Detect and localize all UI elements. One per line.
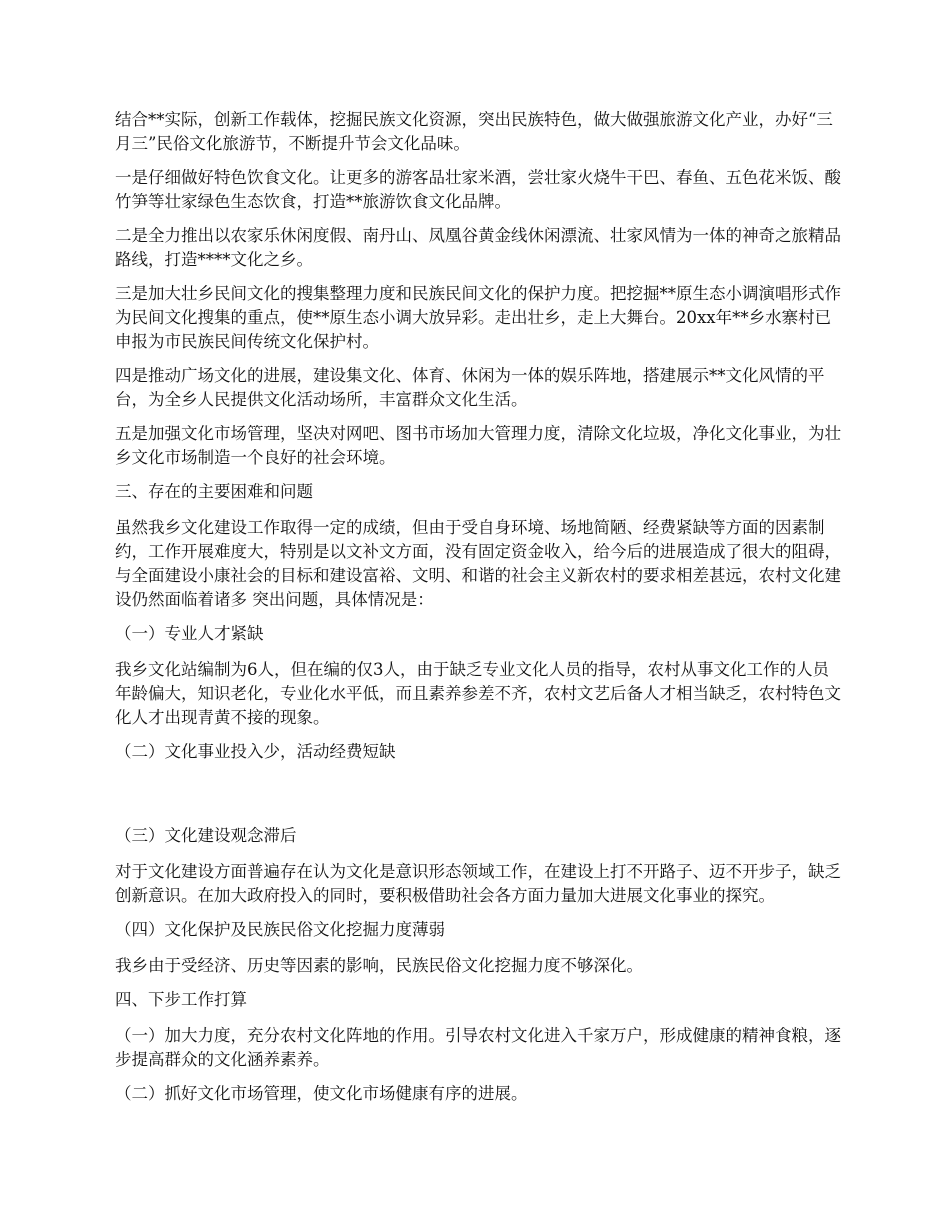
subheading-2: （二）文化事业投入少，活动经费短缺	[115, 742, 396, 761]
subheading-4: （四）文化保护及民族民俗文化挖掘力度薄弱	[115, 920, 445, 939]
paragraph-1: 结合**实际，创新工作载体，挖掘民族文化资源，突出民族特色，做大做强旅游文化产业，办好“三月三”民俗文化旅游节，不断提升节会文化品味。	[115, 110, 833, 153]
subheading-1: （一）专业人才紧缺	[115, 624, 264, 643]
paragraph-9: 对于文化建设方面普遍存在认为文化是意识形态领域工作，在建设上打不开路子、迈不开步子，缺乏创新意识。在加大政府投入的同时，要积极借助社会各方面力量加大进展文化事业的探究。	[115, 862, 841, 905]
paragraph-5: 四是推动广场文化的进展，建设集文化、体育、休闲为一体的娱乐阵地，搭建展示**文化风情的平台，为全乡人民提供文化活动场所，丰富群众文化生活。	[115, 366, 825, 409]
paragraph-2: 一是仔细做好特色饮食文化。让更多的游客品壮家米酒，尝壮家火烧牛干巴、春鱼、五色花米饭、酸竹笋等壮家绿色生态饮食，打造**旅游饮食文化品牌。	[115, 168, 841, 211]
paragraph-12: （二）抓好文化市场管理，使文化市场健康有序的进展。	[115, 1084, 528, 1103]
paragraph-11: （一）加大力度，充分农村文化阵地的作用。引导农村文化进入千家万户，形成健康的精神食粮，逐步提高群众的文化涵养素养。	[115, 1026, 841, 1069]
paragraph-6: 五是加强文化市场管理，坚决对网吧、图书市场加大管理力度，清除文化垃圾，净化文化事业，为壮乡文化市场制造一个良好的社会环境。	[115, 424, 841, 467]
paragraph-8: 我乡文化站编制为6人，但在编的仅3人，由于缺乏专业文化人员的指导，农村从事文化工作的人员年龄偏大，知识老化，专业化水平低，而且素养参差不齐，农村文艺后备人才相当缺乏，农村特色文化人才出现青黄不接的现象。	[115, 660, 841, 727]
section-heading-4: 四、下步工作打算	[115, 990, 247, 1009]
paragraph-7: 虽然我乡文化建设工作取得一定的成绩，但由于受自身环境、场地简陋、经费紧缺等方面的因素制约，工作开展难度大，特别是以文补文方面，没有固定资金收入，给今后的进展造成了很大的阻碍，与全面建设小康社会的目标和建设富裕、文明、和谐的社会主义新农村的要求相差甚远，农村文化建设仍然面临着诸多 突出问题，具体情况是：	[115, 518, 841, 609]
paragraph-3: 二是全力推出以农家乐休闲度假、南丹山、凤凰谷黄金线休闲漂流、壮家风情为一体的神奇之旅精品路线，打造****文化之乡。	[115, 226, 841, 269]
blank-space	[115, 776, 845, 824]
section-heading-3: 三、存在的主要困难和问题	[115, 482, 313, 501]
subheading-3: （三）文化建设观念滞后	[115, 826, 297, 845]
document-body	[115, 108, 845, 1116]
paragraph-4: 三是加大壮乡民间文化的搜集整理力度和民族民间文化的保护力度。把挖掘**原生态小调演唱形式作为民间文化搜集的重点，使**原生态小调大放异彩。走出壮乡，走上大舞台。20xx年**乡水寨村已申报为市民族民间传统文化保护村。	[115, 284, 841, 351]
paragraph-10: 我乡由于受经济、历史等因素的影响，民族民俗文化挖掘力度不够深化。	[115, 956, 643, 975]
